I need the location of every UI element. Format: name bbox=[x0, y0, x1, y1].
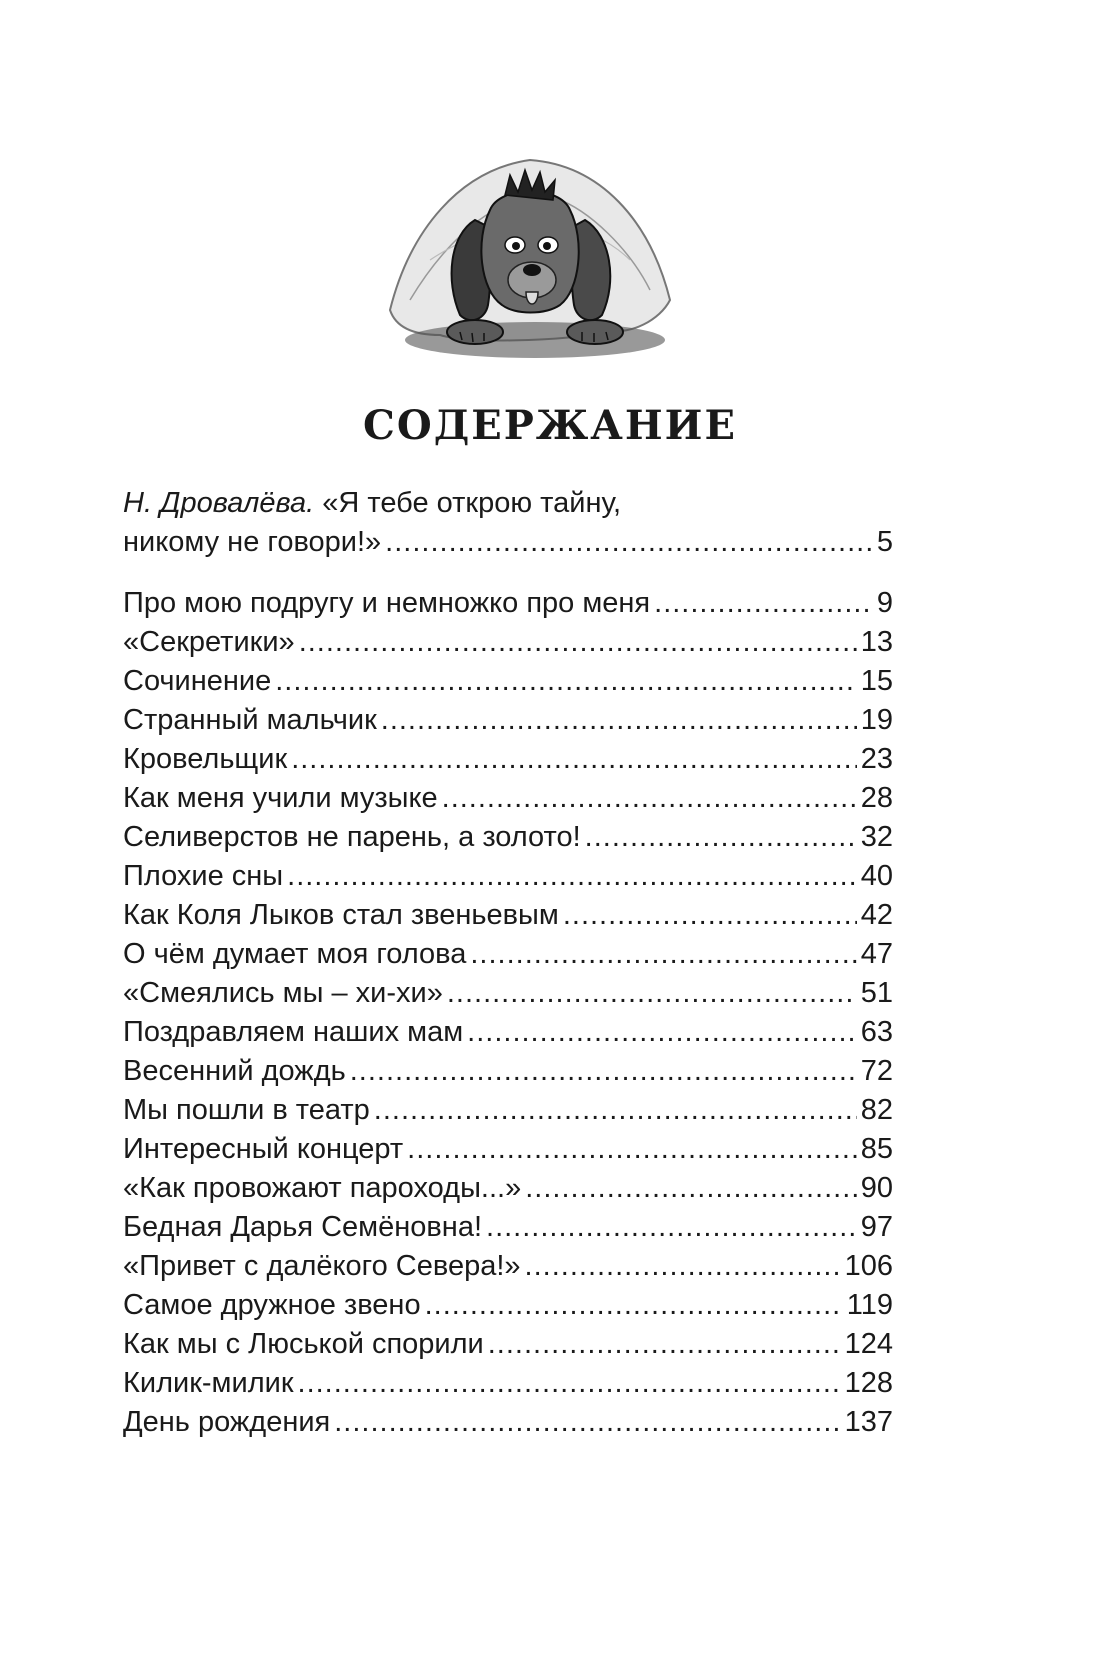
page-number: 13 bbox=[860, 626, 893, 658]
page-number: 9 bbox=[876, 587, 893, 619]
dot-leader bbox=[525, 1247, 841, 1286]
toc-entry bbox=[123, 1169, 893, 1208]
page-number: 19 bbox=[860, 704, 893, 736]
toc-entry bbox=[123, 1208, 893, 1247]
dot-leader bbox=[287, 857, 857, 896]
entry-title: Килик-милик bbox=[123, 1367, 294, 1399]
dot-leader bbox=[374, 1091, 857, 1130]
toc-entry bbox=[123, 1052, 893, 1091]
spacer bbox=[123, 562, 893, 584]
page-number: 42 bbox=[860, 899, 893, 931]
entry-title: Плохие сны bbox=[123, 860, 284, 892]
toc-entry bbox=[123, 974, 893, 1013]
toc-entry bbox=[123, 1013, 893, 1052]
entry-title: О чём думает моя голова bbox=[123, 938, 467, 970]
table-of-contents bbox=[123, 484, 893, 1442]
intro-entry-line1 bbox=[123, 484, 893, 523]
entry-title: Весенний дождь bbox=[123, 1055, 346, 1087]
entry-title: «Привет с далёкого Севера!» bbox=[123, 1250, 521, 1282]
entry-title: Странный мальчик bbox=[123, 704, 377, 736]
page-number: 128 bbox=[844, 1367, 893, 1399]
dot-leader bbox=[275, 662, 857, 701]
entry-title: Селиверстов не парень, а золото! bbox=[123, 821, 581, 853]
page-number: 15 bbox=[860, 665, 893, 697]
intro-title-line2: никому не говори!» bbox=[123, 526, 382, 558]
page-number: 137 bbox=[844, 1406, 893, 1438]
page-number: 23 bbox=[860, 743, 893, 775]
page-number: 40 bbox=[860, 860, 893, 892]
entry-title: Про мою подругу и немножко про меня bbox=[123, 587, 651, 619]
entry-title: День рождения bbox=[123, 1406, 331, 1438]
toc-entry bbox=[123, 584, 893, 623]
entry-title: Интересный концерт bbox=[123, 1133, 404, 1165]
entry-title: Бедная Дарья Семёновна! bbox=[123, 1211, 483, 1243]
page-number: 63 bbox=[860, 1016, 893, 1048]
entry-title: Как мы с Люськой спорили bbox=[123, 1328, 484, 1360]
toc-entry bbox=[123, 1364, 893, 1403]
page-number: 5 bbox=[876, 526, 893, 558]
toc-entries bbox=[123, 584, 893, 1442]
page-number: 106 bbox=[844, 1250, 893, 1282]
page-number: 28 bbox=[860, 782, 893, 814]
page-number: 51 bbox=[860, 977, 893, 1009]
puppy-illustration-icon bbox=[370, 140, 690, 365]
page-title: СОДЕРЖАНИЕ bbox=[363, 402, 737, 449]
toc-entry bbox=[123, 1130, 893, 1169]
toc-entry bbox=[123, 818, 893, 857]
toc-entry bbox=[123, 740, 893, 779]
entry-title: Сочинение bbox=[123, 665, 272, 697]
dot-leader bbox=[350, 1052, 857, 1091]
toc-entry bbox=[123, 1247, 893, 1286]
page-number: 82 bbox=[860, 1094, 893, 1126]
toc-entry bbox=[123, 701, 893, 740]
toc-entry bbox=[123, 662, 893, 701]
dot-leader bbox=[654, 584, 873, 623]
entry-title: Как Коля Лыков стал звеньевым bbox=[123, 899, 559, 931]
page-number: 124 bbox=[844, 1328, 893, 1360]
dot-leader bbox=[381, 701, 857, 740]
toc-entry bbox=[123, 857, 893, 896]
page-number: 47 bbox=[860, 938, 893, 970]
toc-entry bbox=[123, 623, 893, 662]
entry-title: Поздравляем наших мам bbox=[123, 1016, 464, 1048]
toc-entry bbox=[123, 1286, 893, 1325]
intro-author: Н. Дровалёва. bbox=[123, 487, 315, 519]
dot-leader bbox=[299, 623, 857, 662]
entry-title: «Секретики» bbox=[123, 626, 295, 658]
dot-leader bbox=[585, 818, 857, 857]
dot-leader bbox=[334, 1403, 840, 1442]
dot-leader bbox=[298, 1364, 841, 1403]
dot-leader bbox=[442, 779, 857, 818]
intro-entry-line2 bbox=[123, 523, 893, 562]
dot-leader bbox=[425, 1286, 843, 1325]
entry-title: Мы пошли в театр bbox=[123, 1094, 370, 1126]
page-number: 119 bbox=[846, 1289, 893, 1321]
page-number: 32 bbox=[860, 821, 893, 853]
page-number: 72 bbox=[860, 1055, 893, 1087]
dot-leader bbox=[467, 1013, 857, 1052]
entry-title: Как меня учили музыке bbox=[123, 782, 438, 814]
toc-entry bbox=[123, 1325, 893, 1364]
toc-entry bbox=[123, 1091, 893, 1130]
dot-leader bbox=[447, 974, 857, 1013]
entry-title: «Как провожают пароходы...» bbox=[123, 1172, 522, 1204]
intro-title-line1: «Я тебе открою тайну, bbox=[322, 487, 622, 519]
toc-entry bbox=[123, 896, 893, 935]
toc-entry bbox=[123, 935, 893, 974]
dot-leader bbox=[291, 740, 857, 779]
page-number: 97 bbox=[860, 1211, 893, 1243]
dot-leader bbox=[470, 935, 856, 974]
dot-leader bbox=[407, 1130, 857, 1169]
dot-leader bbox=[488, 1325, 841, 1364]
dot-leader bbox=[563, 896, 857, 935]
dot-leader bbox=[486, 1208, 857, 1247]
entry-title: Кровельщик bbox=[123, 743, 288, 775]
entry-title: Самое дружное звено bbox=[123, 1289, 421, 1321]
toc-entry bbox=[123, 1403, 893, 1442]
entry-title: «Смеялись мы – хи-хи» bbox=[123, 977, 443, 1009]
page-number: 90 bbox=[860, 1172, 893, 1204]
page-number: 85 bbox=[860, 1133, 893, 1165]
dot-leader bbox=[385, 523, 873, 562]
dot-leader bbox=[525, 1169, 857, 1208]
toc-entry bbox=[123, 779, 893, 818]
